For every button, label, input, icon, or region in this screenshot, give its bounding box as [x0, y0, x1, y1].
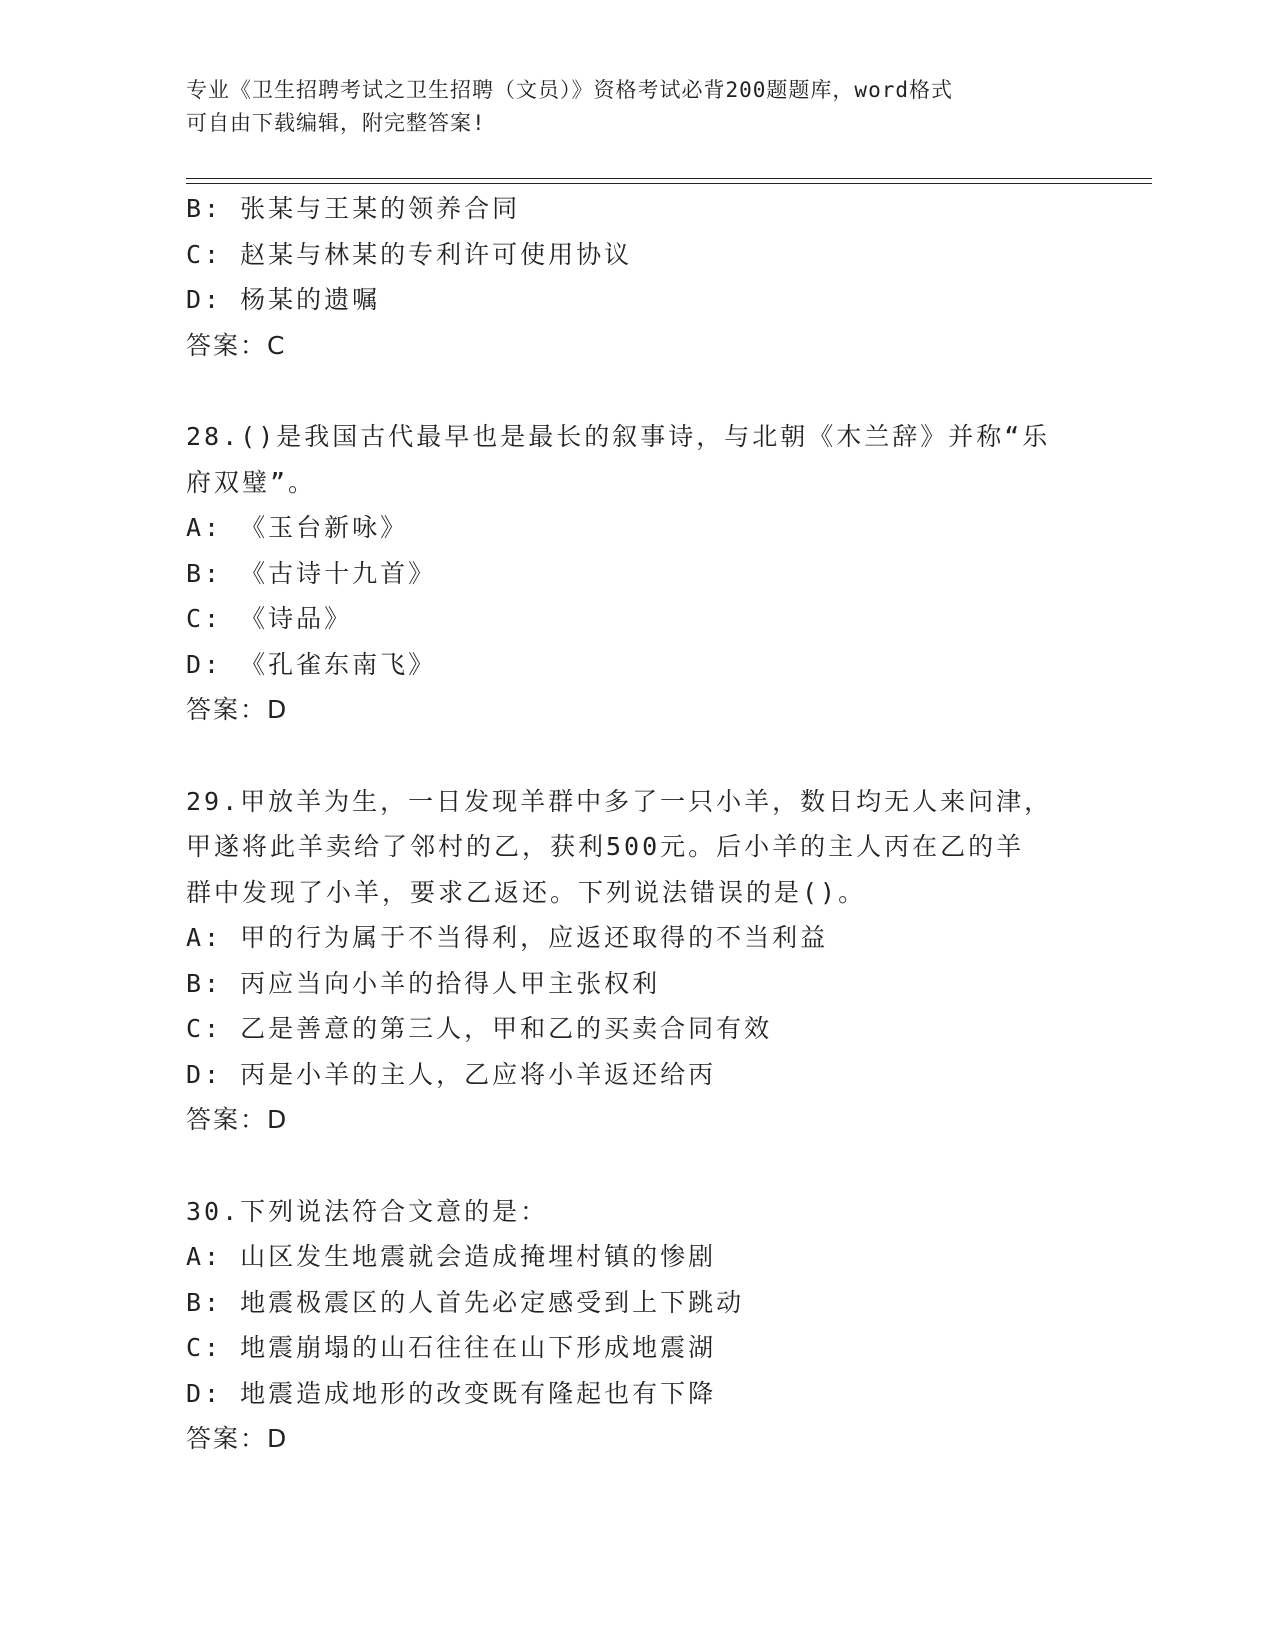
option-a: A: 山区发生地震就会造成掩埋村镇的惨剧: [186, 1242, 717, 1271]
question-29: [186, 779, 1186, 1143]
option-b: B: 地震极震区的人首先必定感受到上下跳动: [186, 1287, 745, 1317]
option-c: C: 地震崩塌的山石往往在山下形成地震湖: [186, 1333, 717, 1362]
question-list: [186, 186, 1186, 1462]
question-stem-line: 群中发现了小羊，要求乙返还。下列说法错误的是()。: [186, 877, 867, 907]
spacer: [186, 1143, 1186, 1189]
option-c: C: 《诗品》: [186, 604, 353, 633]
answer-line: 答案：D: [186, 1424, 289, 1453]
question-30: [186, 1189, 1186, 1462]
header-line-1: 专业《卫生招聘考试之卫生招聘（文员）》资格考试必背200题题库，word格式: [186, 78, 953, 102]
answer-line: 答案：C: [186, 330, 287, 360]
header-rule-bottom: [186, 183, 1152, 184]
option-b: B: 丙应当向小羊的拾得人甲主张权利: [186, 968, 661, 998]
option-a: A: 《玉台新咏》: [186, 513, 409, 542]
question-27-continuation: [186, 186, 1186, 368]
question-stem-line: 30.下列说法符合文意的是：: [186, 1196, 549, 1226]
answer-line: 答案：D: [186, 695, 289, 724]
header-rule-top: [186, 178, 1152, 179]
spacer: [186, 733, 1186, 779]
question-28: [186, 414, 1186, 733]
question-stem-line: 府双璧”。: [186, 467, 317, 497]
option-b: B: 张某与王某的领养合同: [186, 194, 521, 223]
question-stem-line: 甲遂将此羊卖给了邻村的乙，获利500元。后小羊的主人丙在乙的羊: [186, 832, 1025, 861]
question-stem-line: 28.()是我国古代最早也是最长的叙事诗，与北朝《木兰辞》并称“乐: [186, 422, 1051, 451]
option-b: B: 《古诗十九首》: [186, 558, 437, 588]
option-d: D: 《孔雀东南飞》: [186, 649, 437, 679]
answer-line: 答案：D: [186, 1105, 289, 1134]
option-d: D: 地震造成地形的改变既有隆起也有下降: [186, 1378, 717, 1408]
option-a: A: 甲的行为属于不当得利，应返还取得的不当利益: [186, 923, 829, 952]
option-d: D: 丙是小羊的主人，乙应将小羊返还给丙: [186, 1059, 717, 1089]
spacer: [186, 368, 1186, 414]
option-c: C: 乙是善意的第三人，甲和乙的买卖合同有效: [186, 1014, 773, 1043]
page-header: [186, 74, 1066, 140]
header-line-2: 可自由下载编辑，附完整答案!: [186, 111, 486, 135]
option-c: C: 赵某与林某的专利许可使用协议: [186, 239, 633, 269]
question-stem-line: 29.甲放羊为生，一日发现羊群中多了一只小羊，数日均无人来问津，: [186, 786, 1053, 816]
option-d: D: 杨某的遗嘱: [186, 285, 381, 314]
